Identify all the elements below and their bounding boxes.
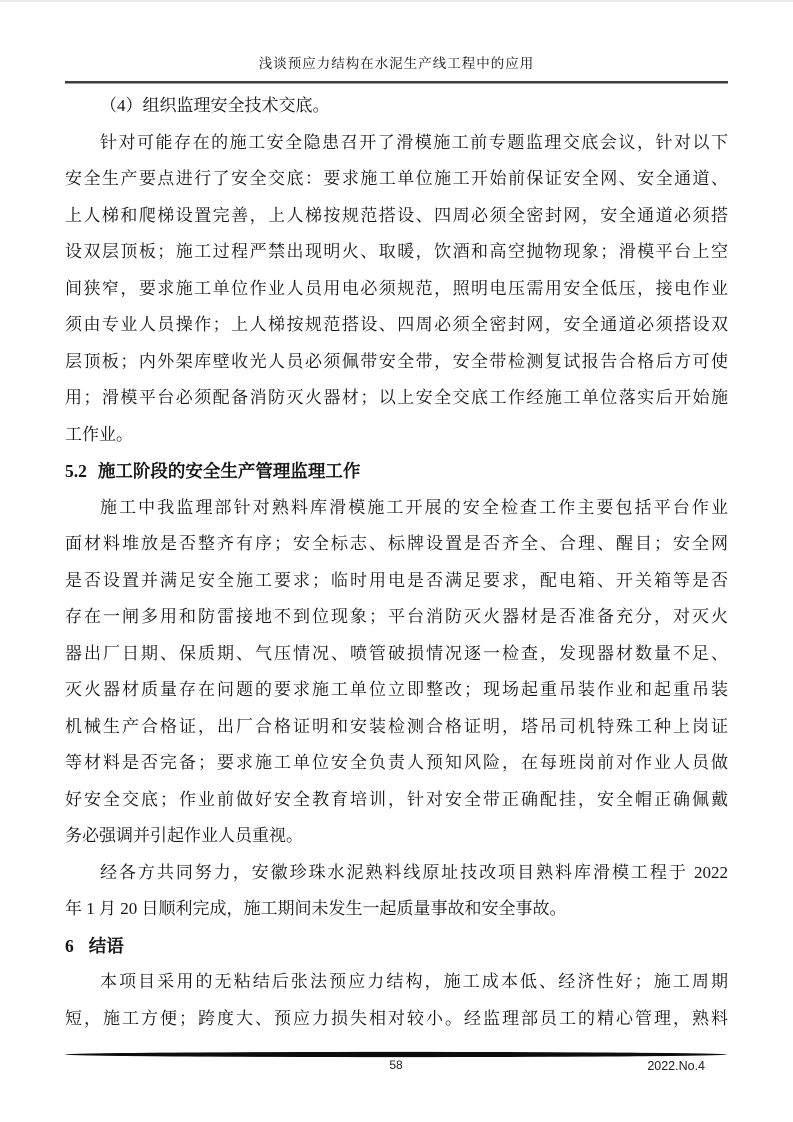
body-text-line: 设双层顶板；施工过程严禁出现明火、取暖，饮酒和高空抛物现象；滑模平台上空 — [65, 242, 728, 261]
body-text-line: 灭火器材质量存在问题的要求施工单位立即整改；现场起重吊装作业和起重吊装 — [65, 680, 728, 699]
body-text-line: 等材料是否完备；要求施工单位安全负责人预知风险，在每班岗前对作业人员做 — [65, 753, 728, 772]
page-number: 58 — [389, 1058, 403, 1072]
section-heading-5-2 — [65, 453, 728, 490]
body-text-line: 机械生产合格证，出厂合格证明和安装检测合格证明，塔吊司机特殊工种上岗证 — [65, 716, 728, 736]
running-title: 浅谈预应力结构在水泥生产线工程中的应用 — [258, 56, 535, 71]
body-text-line: 面材料堆放是否整齐有序；安全标志、标牌设置是否齐全、合理、醒目；安全网 — [65, 534, 728, 553]
section-number: 6 — [65, 935, 74, 956]
section-heading-6 — [65, 928, 728, 965]
body-text-line: 本项目采用的无粘结后张法预应力结构，施工成本低、经济性好；施工周期 — [100, 972, 728, 991]
body-text-line: 存在一闸多用和防雷接地不到位现象；平台消防灭火器材是否准备充分，对灭火 — [65, 607, 728, 626]
body-text-line: 年 1 月 20 日顺利完成，施工期间未发生一起质量事故和安全事故。 — [65, 899, 567, 918]
body-text-line: 上人梯和爬梯设置完善，上人梯按规范搭设、四周必须全密封网，安全通道必须搭 — [65, 205, 728, 225]
body-text-line: 施工中我监理部针对熟料库滑模施工开展的安全检查工作主要包括平台作业 — [100, 497, 728, 517]
body-text-line: 工作业。 — [65, 424, 133, 444]
body-text-line: 务必强调并引起作业人员重视。 — [65, 826, 303, 845]
body-text-line: 针对可能存在的施工安全隐患召开了滑模施工前专题监理交底会议，针对以下 — [100, 132, 728, 152]
body-text-line: 间狭窄，要求施工单位作业人员用电必须规范，照明电压需用安全低压，接电作业 — [65, 278, 728, 298]
paragraph — [65, 490, 728, 855]
section-title: 结语 — [88, 935, 124, 956]
body-text-line: 安全生产要点进行了安全交底：要求施工单位施工开始前保证安全网、安全通道、 — [65, 169, 728, 188]
body-text-line: 好安全交底；作业前做好安全教育培训，针对安全带正确配挂，安全帽正确佩戴 — [65, 789, 728, 809]
body-content — [65, 88, 728, 1037]
body-text-line: 须由专业人员操作；上人梯按规范搭设、四周必须全密封网，安全通道必须搭设双 — [65, 315, 728, 334]
paragraph — [65, 125, 728, 454]
body-text-line: 短，施工方便；跨度大、预应力损失相对较小。经监理部员工的精心管理，熟料 — [65, 1008, 728, 1028]
page-header — [0, 2, 793, 74]
section-title: 施工阶段的安全生产管理监理工作 — [97, 461, 361, 481]
body-text-line: 器出厂日期、保质期、气压情况、喷管破损情况逐一检查，发现器材数量不足、 — [65, 643, 728, 663]
paragraph — [65, 964, 728, 1037]
body-text-line: 层顶板；内外架库壁收光人员必须佩带安全带，安全带检测复试报告合格后方可使 — [65, 351, 728, 371]
header-rule — [65, 81, 728, 84]
body-text-line: 经各方共同努力，安徽珍珠水泥熟料线原址技改项目熟料库滑模工程于 2022 — [100, 862, 728, 882]
body-text-line: （4）组织监理安全技术交底。 — [100, 96, 330, 115]
footer-rule — [65, 1051, 727, 1058]
paragraph — [65, 855, 728, 928]
section-number: 5.2 — [65, 461, 87, 481]
issue-label: 2022.No.4 — [647, 1059, 705, 1073]
body-text-line: 用；滑模平台必须配备消防灭火器材；以上安全交底工作经施工单位落实后开始施 — [65, 388, 728, 407]
body-text-line: 是否设置并满足安全施工要求；临时用电是否满足要求，配电箱、开关箱等是否 — [65, 570, 728, 590]
